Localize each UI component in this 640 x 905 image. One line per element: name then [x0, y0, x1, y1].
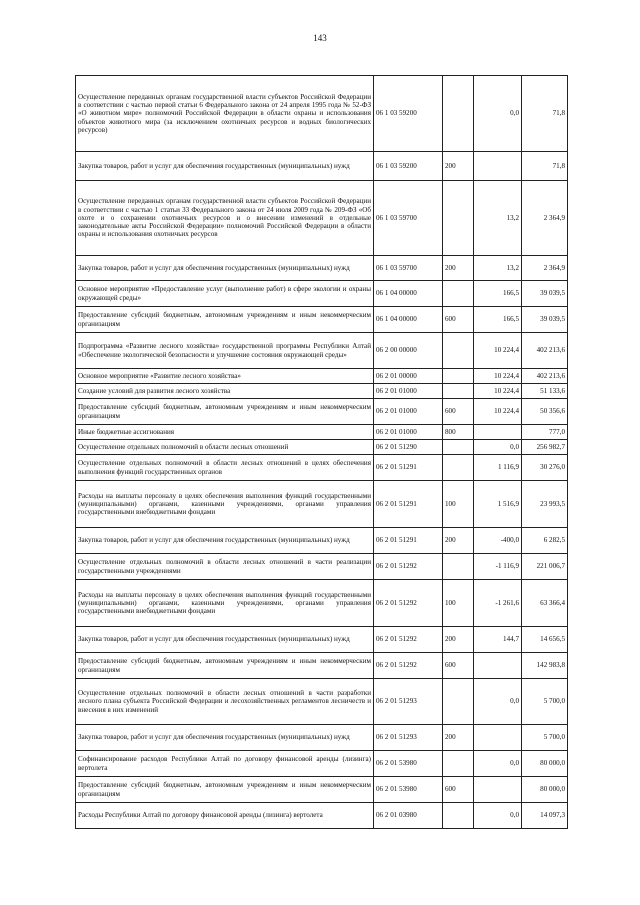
- row-name: Создание условий для развития лесного хозяйства: [76, 384, 374, 399]
- row-sum-total: 39 039,5: [522, 307, 568, 333]
- row-expense-type: 100: [443, 481, 474, 528]
- row-name: Иные бюджетные ассигнования: [76, 425, 374, 440]
- table-row: [76, 627, 568, 653]
- row-name: Закупка товаров, работ и услуг для обеспечения государственных (муниципальных) нужд: [76, 152, 374, 181]
- row-expense-type: 800: [443, 425, 474, 440]
- row-sum-change: 0,0: [474, 679, 522, 725]
- row-sum-change: 1 516,9: [474, 481, 522, 528]
- table-row: [76, 76, 568, 152]
- row-name: Осуществление переданных органам государственной власти субъектов Российской Федерации в соответствии с частью первой статьи 6 Федерального закона от 24 апреля 1995 года № 52-ФЗ «О животном мире» полномочий Российской Федерации в области охраны и использования объектов животного мира (за исключением охотничьих ресурсов и водных биологических ресурсов): [76, 76, 374, 152]
- row-sum-change: [474, 653, 522, 679]
- row-sum-total: 6 282,5: [522, 528, 568, 554]
- table-row: [76, 777, 568, 803]
- table-row: [76, 725, 568, 751]
- table-row: [76, 256, 568, 281]
- row-expense-type: [443, 384, 474, 399]
- row-sum-change: [474, 152, 522, 181]
- row-sum-change: [474, 777, 522, 803]
- row-sum-change: [474, 725, 522, 751]
- table-row: [76, 679, 568, 725]
- row-sum-total: 402 213,6: [522, 333, 568, 369]
- row-code: 06 2 01 51292: [374, 580, 443, 627]
- row-sum-change: 166,5: [474, 281, 522, 307]
- row-name: Расходы на выплаты персоналу в целях обеспечения выполнения функций государственными (муниципальными) органами, казенными учреждениями, органами управления государственными внебюджетными фондами: [76, 481, 374, 528]
- row-sum-total: 221 006,7: [522, 554, 568, 580]
- row-name: Подпрограмма «Развитие лесного хозяйства» государственной программы Республики Алтай «Обеспечение экологической безопасности и улучшение состояния окружающей среды»: [76, 333, 374, 369]
- row-name: Осуществление отдельных полномочий в области лесных отношений в части разработки лесного плана субъекта Российской Федерации и лесохозяйственных регламентов лесничеств и внесения в них изменений: [76, 679, 374, 725]
- row-sum-change: 1 116,9: [474, 455, 522, 481]
- row-sum-total: 2 364,9: [522, 256, 568, 281]
- row-name: Предоставление субсидий бюджетным, автономным учреждениям и иным некоммерческим организациям: [76, 307, 374, 333]
- row-name: Закупка товаров, работ и услуг для обеспечения государственных (муниципальных) нужд: [76, 256, 374, 281]
- row-code: 06 1 03 59700: [374, 181, 443, 256]
- row-code: 06 1 03 59200: [374, 76, 443, 152]
- row-sum-total: 5 700,0: [522, 679, 568, 725]
- table-row: [76, 369, 568, 384]
- row-name: Закупка товаров, работ и услуг для обеспечения государственных (муниципальных) нужд: [76, 627, 374, 653]
- row-expense-type: [443, 803, 474, 829]
- row-name: Осуществление отдельных полномочий в области лесных отношений в целях обеспечения выполнения функций государственных органов: [76, 455, 374, 481]
- row-code: 06 2 01 51292: [374, 627, 443, 653]
- table-row: [76, 425, 568, 440]
- row-name: Софинансирование расходов Республики Алтай по договору финансовой аренды (лизинга) вертолета: [76, 751, 374, 777]
- table-row: [76, 399, 568, 425]
- row-code: 06 2 01 51290: [374, 440, 443, 455]
- row-expense-type: [443, 554, 474, 580]
- row-name: Закупка товаров, работ и услуг для обеспечения государственных (муниципальных) нужд: [76, 528, 374, 554]
- row-expense-type: [443, 679, 474, 725]
- row-sum-change: -1 261,6: [474, 580, 522, 627]
- row-expense-type: 200: [443, 725, 474, 751]
- row-sum-change: 144,7: [474, 627, 522, 653]
- row-name: Закупка товаров, работ и услуг для обеспечения государственных (муниципальных) нужд: [76, 725, 374, 751]
- table-row: [76, 440, 568, 455]
- row-expense-type: 200: [443, 256, 474, 281]
- table-row: [76, 751, 568, 777]
- row-code: 06 2 01 51291: [374, 455, 443, 481]
- row-sum-total: 142 983,8: [522, 653, 568, 679]
- row-sum-total: 63 366,4: [522, 580, 568, 627]
- table-row: [76, 307, 568, 333]
- row-expense-type: [443, 281, 474, 307]
- row-name: Основное мероприятие «Предоставление услуг (выполнение работ) в сфере экологии и охраны окружающей среды»: [76, 281, 374, 307]
- budget-table: [75, 75, 568, 829]
- row-expense-type: [443, 181, 474, 256]
- row-code: 06 2 01 00000: [374, 369, 443, 384]
- table-row: [76, 152, 568, 181]
- row-code: 06 2 01 01000: [374, 384, 443, 399]
- row-code: 06 2 01 51293: [374, 725, 443, 751]
- row-sum-change: 0,0: [474, 76, 522, 152]
- table-row: [76, 181, 568, 256]
- row-sum-total: 402 213,6: [522, 369, 568, 384]
- row-expense-type: [443, 455, 474, 481]
- row-name: Расходы на выплаты персоналу в целях обеспечения выполнения функций государственными (муниципальными) органами, казенными учреждениями, органами управления государственными внебюджетными фондами: [76, 580, 374, 627]
- row-expense-type: [443, 76, 474, 152]
- row-sum-change: 10 224,4: [474, 369, 522, 384]
- row-name: Осуществление отдельных полномочий в области лесных отношений: [76, 440, 374, 455]
- row-name: Расходы Республики Алтай по договору финансовой аренды (лизинга) вертолета: [76, 803, 374, 829]
- row-sum-total: 71,8: [522, 76, 568, 152]
- table-row: [76, 384, 568, 399]
- table-row: [76, 481, 568, 528]
- row-sum-change: 166,5: [474, 307, 522, 333]
- table-row: [76, 554, 568, 580]
- row-code: 06 2 01 03980: [374, 803, 443, 829]
- row-sum-total: 2 364,9: [522, 181, 568, 256]
- row-expense-type: 200: [443, 627, 474, 653]
- row-expense-type: [443, 751, 474, 777]
- row-sum-total: 50 356,6: [522, 399, 568, 425]
- row-sum-total: 256 982,7: [522, 440, 568, 455]
- row-sum-total: 71,8: [522, 152, 568, 181]
- table-row: [76, 455, 568, 481]
- row-expense-type: 100: [443, 580, 474, 627]
- row-expense-type: 600: [443, 653, 474, 679]
- row-sum-change: 10 224,4: [474, 333, 522, 369]
- table-row: [76, 803, 568, 829]
- row-sum-total: 5 700,0: [522, 725, 568, 751]
- row-sum-total: 80 000,0: [522, 751, 568, 777]
- row-sum-total: 51 133,6: [522, 384, 568, 399]
- row-expense-type: 200: [443, 528, 474, 554]
- row-code: 06 1 03 59700: [374, 256, 443, 281]
- row-sum-change: [474, 425, 522, 440]
- row-code: 06 2 01 51292: [374, 554, 443, 580]
- row-sum-total: 30 276,0: [522, 455, 568, 481]
- row-code: 06 1 03 59200: [374, 152, 443, 181]
- row-expense-type: 600: [443, 307, 474, 333]
- table-row: [76, 653, 568, 679]
- page-number: 143: [313, 33, 327, 43]
- row-code: 06 2 01 53980: [374, 751, 443, 777]
- row-sum-total: 23 993,5: [522, 481, 568, 528]
- row-sum-change: 13,2: [474, 256, 522, 281]
- row-sum-change: 0,0: [474, 751, 522, 777]
- row-sum-change: 13,2: [474, 181, 522, 256]
- row-sum-total: 80 000,0: [522, 777, 568, 803]
- row-sum-total: 777,0: [522, 425, 568, 440]
- row-expense-type: [443, 333, 474, 369]
- row-name: Осуществление отдельных полномочий в области лесных отношений в части реализации государственными учреждениями: [76, 554, 374, 580]
- row-sum-change: -1 116,9: [474, 554, 522, 580]
- row-code: 06 2 01 51291: [374, 528, 443, 554]
- row-sum-change: 10 224,4: [474, 384, 522, 399]
- row-code: 06 1 04 00000: [374, 281, 443, 307]
- row-name: Предоставление субсидий бюджетным, автономным учреждениям и иным некоммерческим организациям: [76, 399, 374, 425]
- row-sum-change: 0,0: [474, 803, 522, 829]
- row-name: Осуществление переданных органам государственной власти субъектов Российской Федерации в соответствии с частью 1 статьи 33 Федерального закона от 24 июля 2009 года № 209-ФЗ «Об охоте и о сохранении охотничьих ресурсов и о внесении изменений в отдельные законодательные акты Российской Федерации» полномочий Российской Федерации в области охраны и использования охотничьих ресурсов: [76, 181, 374, 256]
- table-row: [76, 580, 568, 627]
- table-row: [76, 281, 568, 307]
- row-name: Предоставление субсидий бюджетным, автономным учреждениям и иным некоммерческим организациям: [76, 653, 374, 679]
- row-code: 06 2 01 01000: [374, 399, 443, 425]
- row-expense-type: 600: [443, 777, 474, 803]
- row-expense-type: 200: [443, 152, 474, 181]
- row-expense-type: [443, 440, 474, 455]
- table-row: [76, 333, 568, 369]
- row-sum-change: 0,0: [474, 440, 522, 455]
- row-sum-change: 10 224,4: [474, 399, 522, 425]
- row-name: Предоставление субсидий бюджетным, автономным учреждениям и иным некоммерческим организациям: [76, 777, 374, 803]
- row-expense-type: 600: [443, 399, 474, 425]
- row-sum-total: 14 656,5: [522, 627, 568, 653]
- row-code: 06 2 01 51293: [374, 679, 443, 725]
- row-code: 06 2 01 51292: [374, 653, 443, 679]
- table-row: [76, 528, 568, 554]
- row-sum-total: 39 039,5: [522, 281, 568, 307]
- row-sum-change: -400,0: [474, 528, 522, 554]
- row-code: 06 1 04 00000: [374, 307, 443, 333]
- row-code: 06 2 01 53980: [374, 777, 443, 803]
- row-code: 06 2 01 51291: [374, 481, 443, 528]
- row-name: Основное мероприятие «Развитие лесного хозяйства»: [76, 369, 374, 384]
- row-code: 06 2 01 01000: [374, 425, 443, 440]
- row-expense-type: [443, 369, 474, 384]
- row-sum-total: 14 097,3: [522, 803, 568, 829]
- row-code: 06 2 00 00000: [374, 333, 443, 369]
